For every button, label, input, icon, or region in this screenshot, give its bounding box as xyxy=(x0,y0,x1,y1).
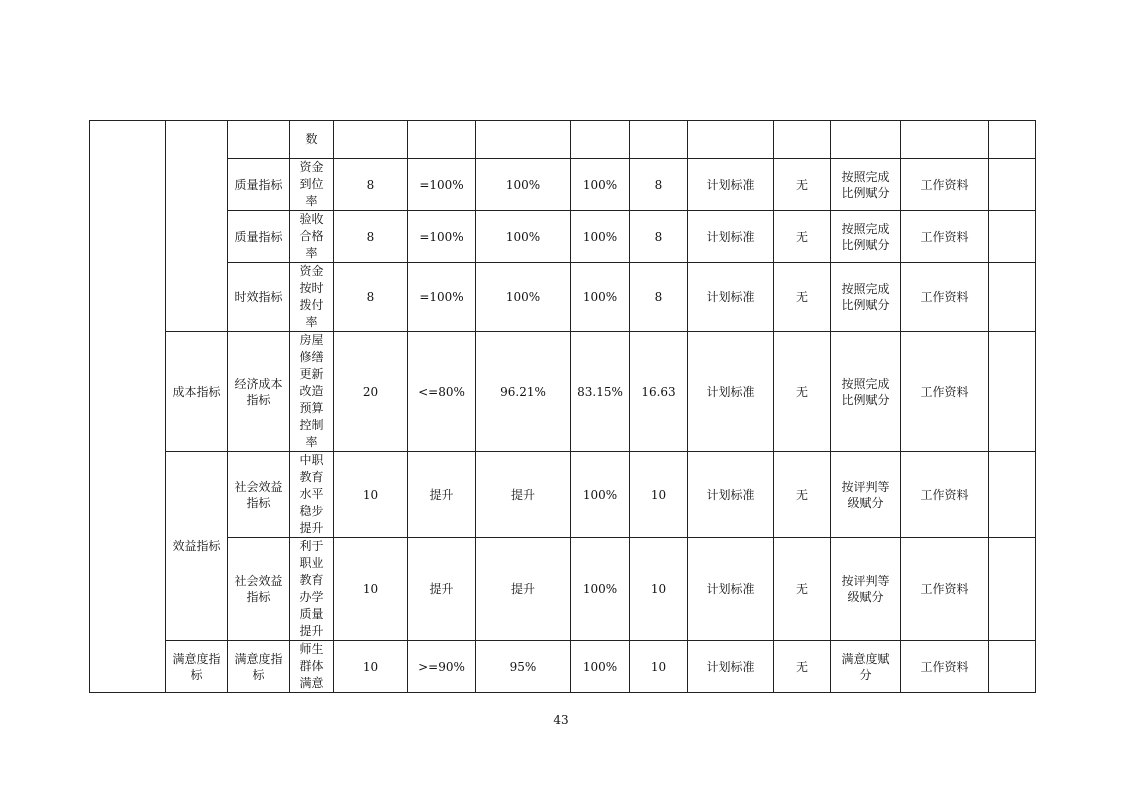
evidence-cell: 工作资料 xyxy=(901,263,989,332)
basis-cell: 计划标准 xyxy=(688,211,774,263)
scoring-method-cell: 按照完成比例赋分 xyxy=(831,159,901,211)
table-row xyxy=(90,121,1036,159)
actual-cell: 95% xyxy=(476,641,571,693)
level3-indicator-cell: 时效指标 xyxy=(228,263,290,332)
evidence-cell: 工作资料 xyxy=(901,538,989,641)
remark-cell xyxy=(989,263,1036,332)
basis-cell: 计划标准 xyxy=(688,641,774,693)
scoring-method-cell: 按照完成比例赋分 xyxy=(831,263,901,332)
basis-cell: 计划标准 xyxy=(688,452,774,538)
score-cell: 10 xyxy=(334,452,408,538)
score-cell: 8 xyxy=(334,263,408,332)
remark-cell xyxy=(989,332,1036,452)
obtained-score-cell: 10 xyxy=(630,452,688,538)
table-row xyxy=(90,263,1036,332)
actual-cell: 提升 xyxy=(476,452,571,538)
evidence-cell: 工作资料 xyxy=(901,452,989,538)
scoring-method-cell: 按照完成比例赋分 xyxy=(831,332,901,452)
score-cell: 10 xyxy=(334,641,408,693)
remark-cell xyxy=(989,159,1036,211)
completion-rate-cell: 100% xyxy=(571,538,630,641)
target-cell: 提升 xyxy=(408,452,476,538)
basis-cell: 计划标准 xyxy=(688,263,774,332)
evidence-cell: 工作资料 xyxy=(901,211,989,263)
level2-indicator-cell xyxy=(166,121,228,332)
actual-cell: 96.21% xyxy=(476,332,571,452)
obtained-score-cell: 8 xyxy=(630,263,688,332)
deviation-cell: 无 xyxy=(774,641,831,693)
scoring-method-cell: 按评判等级赋分 xyxy=(831,538,901,641)
level3-indicator-cell xyxy=(228,121,290,159)
completion-rate-cell: 100% xyxy=(571,263,630,332)
target-cell: >=90% xyxy=(408,641,476,693)
indicator-name-cell: 验收合格率 xyxy=(290,211,334,263)
completion-rate-cell: 100% xyxy=(571,452,630,538)
remark-cell xyxy=(989,452,1036,538)
obtained-score-cell: 10 xyxy=(630,538,688,641)
performance-table-container xyxy=(89,120,1036,693)
deviation-cell: 无 xyxy=(774,211,831,263)
completion-rate-cell: 83.15% xyxy=(571,332,630,452)
basis-cell: 计划标准 xyxy=(688,332,774,452)
obtained-score-cell: 8 xyxy=(630,211,688,263)
level3-indicator-cell: 质量指标 xyxy=(228,159,290,211)
scoring-method-cell: 满意度赋分 xyxy=(831,641,901,693)
deviation-cell: 无 xyxy=(774,452,831,538)
obtained-score-cell: 16.63 xyxy=(630,332,688,452)
actual-cell: 100% xyxy=(476,159,571,211)
page-number: 43 xyxy=(553,713,569,727)
level3-indicator-cell: 经济成本指标 xyxy=(228,332,290,452)
basis-cell: 计划标准 xyxy=(688,538,774,641)
indicator-name-cell: 师生群体满意 xyxy=(290,641,334,693)
indicator-name-cell: 数 xyxy=(290,121,334,159)
scoring-method-cell: 按照完成比例赋分 xyxy=(831,211,901,263)
indicator-name-cell: 资金按时拨付率 xyxy=(290,263,334,332)
level3-indicator-cell: 满意度指标 xyxy=(228,641,290,693)
table-row xyxy=(90,538,1036,641)
level1-indicator-cell xyxy=(90,121,166,693)
indicator-name-cell: 房屋修缮更新改造预算控制率 xyxy=(290,332,334,452)
table-row xyxy=(90,641,1036,693)
evidence-cell: 工作资料 xyxy=(901,641,989,693)
target-cell: 提升 xyxy=(408,538,476,641)
score-cell: 20 xyxy=(334,332,408,452)
table-row xyxy=(90,452,1036,538)
target-cell: <=80% xyxy=(408,332,476,452)
completion-rate-cell: 100% xyxy=(571,641,630,693)
score-cell: 8 xyxy=(334,159,408,211)
deviation-cell: 无 xyxy=(774,159,831,211)
remark-cell xyxy=(989,538,1036,641)
indicator-name-cell: 资金到位率 xyxy=(290,159,334,211)
table-row xyxy=(90,159,1036,211)
indicator-name-cell: 中职教育水平稳步提升 xyxy=(290,452,334,538)
level2-indicator-cell: 成本指标 xyxy=(166,332,228,452)
evidence-cell: 工作资料 xyxy=(901,332,989,452)
level3-indicator-cell: 社会效益指标 xyxy=(228,452,290,538)
deviation-cell: 无 xyxy=(774,332,831,452)
target-cell: =100% xyxy=(408,263,476,332)
actual-cell: 100% xyxy=(476,211,571,263)
basis-cell: 计划标准 xyxy=(688,159,774,211)
remark-cell xyxy=(989,641,1036,693)
actual-cell: 提升 xyxy=(476,538,571,641)
completion-rate-cell: 100% xyxy=(571,211,630,263)
target-cell: =100% xyxy=(408,211,476,263)
evidence-cell: 工作资料 xyxy=(901,159,989,211)
level3-indicator-cell: 质量指标 xyxy=(228,211,290,263)
target-cell: =100% xyxy=(408,159,476,211)
obtained-score-cell: 8 xyxy=(630,159,688,211)
level3-indicator-cell: 社会效益指标 xyxy=(228,538,290,641)
deviation-cell: 无 xyxy=(774,538,831,641)
obtained-score-cell: 10 xyxy=(630,641,688,693)
table-row xyxy=(90,332,1036,452)
remark-cell xyxy=(989,211,1036,263)
level2-indicator-cell: 效益指标 xyxy=(166,452,228,641)
score-cell: 10 xyxy=(334,538,408,641)
indicator-name-cell: 利于职业教育办学质量提升 xyxy=(290,538,334,641)
level2-indicator-cell: 满意度指标 xyxy=(166,641,228,693)
completion-rate-cell: 100% xyxy=(571,159,630,211)
score-cell: 8 xyxy=(334,211,408,263)
table-row xyxy=(90,211,1036,263)
scoring-method-cell: 按评判等级赋分 xyxy=(831,452,901,538)
actual-cell: 100% xyxy=(476,263,571,332)
performance-indicator-table xyxy=(89,120,1036,693)
deviation-cell: 无 xyxy=(774,263,831,332)
